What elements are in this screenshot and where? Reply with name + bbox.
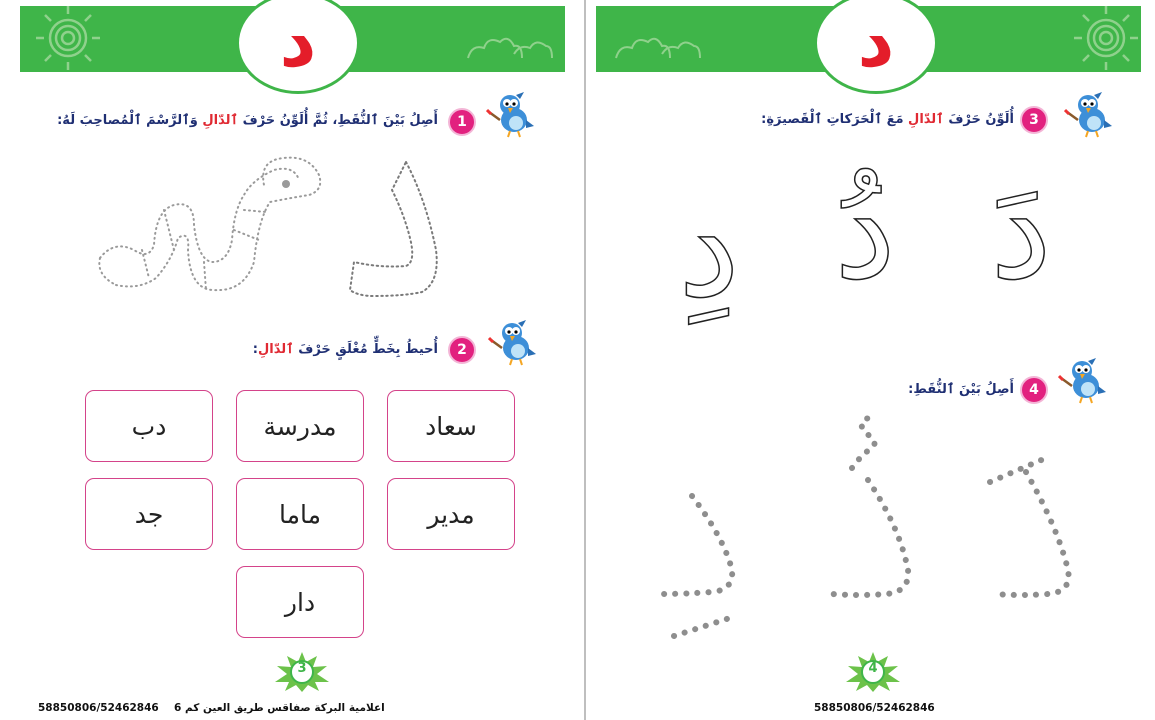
dotted-letters-drawing bbox=[648, 410, 1088, 650]
page-divider bbox=[584, 0, 586, 720]
right-page bbox=[588, 0, 1148, 720]
sun-icon bbox=[1070, 2, 1142, 74]
word-box[interactable]: جد bbox=[85, 478, 213, 550]
exercise-1-highlight: ٱلدّالِ bbox=[202, 113, 239, 128]
exercise-4-instruction: أَصِلُ بَيْنَ ٱلنُّقَطِ: bbox=[908, 382, 1014, 397]
exercise-3-text-b: مَعَ ٱلْحَرَكاتِ ٱلْقَصيرَةِ: bbox=[761, 112, 909, 127]
footer-address: اعلامية البركة صفاقس طريق العين كم 6 bbox=[174, 702, 385, 714]
exercise-2-text-b: : bbox=[252, 342, 258, 357]
outline-letter-kasra[interactable]: دِ bbox=[677, 166, 741, 329]
header-letter: د bbox=[857, 0, 895, 83]
outline-letter-fatha[interactable]: دَ bbox=[989, 148, 1053, 311]
exercise-2-instruction bbox=[253, 342, 438, 357]
clouds-icon bbox=[612, 24, 702, 64]
bird-mascot-icon bbox=[1064, 90, 1114, 138]
dotted-worm-drawing bbox=[94, 150, 344, 300]
word-box[interactable]: دار bbox=[236, 566, 364, 638]
header-letter-circle bbox=[814, 0, 938, 94]
exercise-4-number: 4 bbox=[1020, 376, 1048, 404]
exercise-2-highlight: ٱلدّالِ bbox=[257, 342, 294, 357]
exercise-1-number: 1 bbox=[448, 108, 476, 136]
footer-phone: 58850806/52462846 bbox=[814, 702, 935, 714]
word-box[interactable]: ماما bbox=[236, 478, 364, 550]
clouds-icon bbox=[464, 24, 554, 64]
exercise-2-number: 2 bbox=[448, 336, 476, 364]
left-page bbox=[14, 0, 574, 720]
bird-mascot-icon bbox=[1058, 356, 1108, 404]
word-box[interactable]: مدير bbox=[387, 478, 515, 550]
exercise-2-text-a: أُحيطُ بِخَطٍّ مُغْلَقٍ حَرْفَ bbox=[293, 342, 438, 357]
exercise-1-text-a: أَصِلُ بَيْنَ ٱلنُّقَطِ، ثُمَّ أُلَوِّنُ حَرْفَ bbox=[238, 113, 438, 128]
traced-letter-dal bbox=[344, 150, 454, 300]
bird-mascot-icon bbox=[486, 90, 536, 138]
header-letter-circle bbox=[236, 0, 360, 94]
word-box[interactable]: مدرسة bbox=[236, 390, 364, 462]
exercise-3-number: 3 bbox=[1020, 106, 1048, 134]
exercise-1-text-b: وَٱلرَّسْمَ ٱلْمُصاحِبَ لَهُ: bbox=[57, 113, 203, 128]
header-letter: د bbox=[279, 0, 317, 83]
word-box[interactable]: دب bbox=[85, 390, 213, 462]
exercise-1-instruction bbox=[57, 113, 438, 128]
exercise-3-highlight: ٱلدّالِ bbox=[908, 112, 944, 127]
footer-phone: 58850806/52462846 bbox=[38, 702, 159, 714]
word-box[interactable]: سعاد bbox=[387, 390, 515, 462]
page-number: 4 bbox=[868, 661, 878, 676]
page-number: 3 bbox=[297, 661, 307, 676]
exercise-3-instruction bbox=[761, 112, 1014, 127]
outline-letter-damma[interactable]: دُ bbox=[833, 148, 897, 311]
sun-icon bbox=[32, 2, 104, 74]
bird-mascot-icon bbox=[488, 318, 538, 366]
exercise-3-text-a: أُلَوِّنُ حَرْفَ bbox=[943, 112, 1014, 127]
